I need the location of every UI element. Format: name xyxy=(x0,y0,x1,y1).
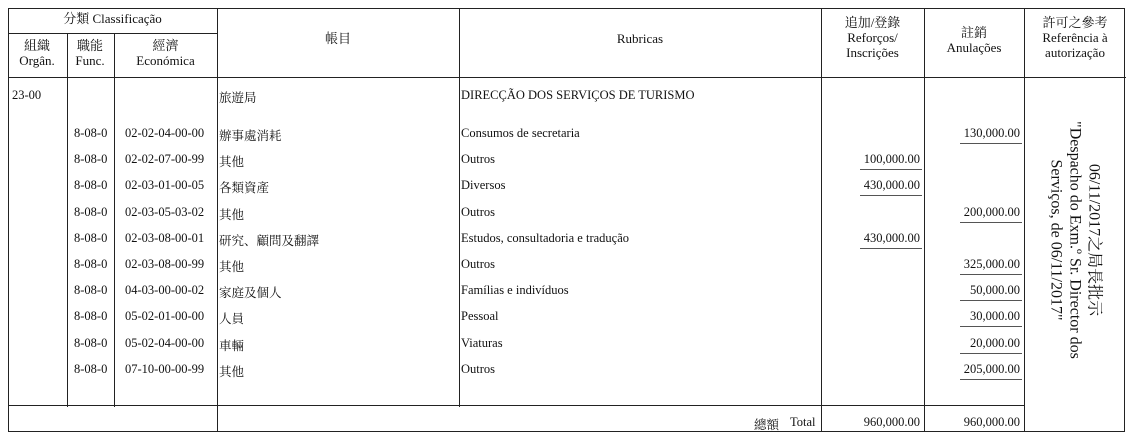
col-divider xyxy=(459,9,460,407)
row-divider xyxy=(1024,77,1126,78)
authorization-reference xyxy=(1040,90,1110,390)
total-label-cn: 總額 xyxy=(754,418,780,432)
amount-underline xyxy=(960,274,1022,275)
row-economic-code: 07-10-00-00-99 xyxy=(125,362,205,376)
amount-underline xyxy=(960,143,1022,144)
row-item-cn: 其他 xyxy=(219,208,245,222)
row-func-code: 8-08-0 xyxy=(74,283,108,297)
amount-underline xyxy=(860,169,922,170)
col-divider xyxy=(67,33,68,407)
row-item-cn: 研究、顧問及翻譯 xyxy=(219,234,320,248)
amount-underline xyxy=(960,300,1022,301)
row-func-code: 8-08-0 xyxy=(74,178,108,192)
col-divider xyxy=(217,9,218,431)
row-divider xyxy=(9,77,1024,78)
row-item-pt: Consumos de secretaria xyxy=(461,126,580,140)
authorization-header: 許可之參考 Referência à autorização xyxy=(1042,15,1108,60)
row-func-code: 8-08-0 xyxy=(74,126,108,140)
row-economic-code: 02-03-08-00-99 xyxy=(125,257,205,271)
row-item-pt: Diversos xyxy=(461,178,506,192)
row-reinforce-amount: 100,000.00 xyxy=(863,152,920,166)
row-divider xyxy=(9,405,1024,406)
amount-underline xyxy=(860,248,922,249)
heading-cn: 帳目 xyxy=(324,31,351,46)
row-item-cn: 其他 xyxy=(219,155,245,169)
row-cancel-amount: 325,000.00 xyxy=(963,257,1020,271)
amount-underline xyxy=(960,326,1022,327)
row-func-code: 8-08-0 xyxy=(74,231,108,245)
row-cancel-amount: 200,000.00 xyxy=(963,205,1020,219)
row-divider xyxy=(9,33,217,34)
row-item-pt: Outros xyxy=(461,362,496,376)
total-reinforce: 960,000.00 xyxy=(863,415,920,429)
row-cancel-amount: 205,000.00 xyxy=(963,362,1020,376)
row-economic-code: 02-02-04-00-00 xyxy=(125,126,205,140)
amount-underline xyxy=(960,379,1022,380)
heading-pt: Rubricas xyxy=(616,31,664,46)
col-divider xyxy=(1024,9,1025,431)
total-cancel: 960,000.00 xyxy=(963,415,1020,429)
reinforcements-header: 追加/登錄 Reforços/ Inscrições xyxy=(844,15,901,60)
row-cancel-amount: 130,000.00 xyxy=(963,126,1020,140)
row-func-code: 8-08-0 xyxy=(74,205,108,219)
row-func-code: 8-08-0 xyxy=(74,309,108,323)
row-item-pt: Estudos, consultadoria e tradução xyxy=(461,231,630,245)
department-name-cn: 旅遊局 xyxy=(219,91,257,105)
row-item-cn: 各類資產 xyxy=(219,181,270,195)
col-divider xyxy=(114,33,115,407)
row-economic-code: 02-03-05-03-02 xyxy=(125,205,205,219)
row-item-cn: 家庭及個人 xyxy=(219,286,282,300)
cancellations-header: 註銷 Anulações xyxy=(946,25,1002,55)
amount-underline xyxy=(960,353,1022,354)
row-economic-code: 02-02-07-00-99 xyxy=(125,152,205,166)
row-func-code: 8-08-0 xyxy=(74,362,108,376)
row-economic-code: 05-02-04-00-00 xyxy=(125,336,205,350)
row-func-code: 8-08-0 xyxy=(74,152,108,166)
row-item-pt: Famílias e indivíduos xyxy=(461,283,569,297)
department-name-pt: DIRECÇÃO DOS SERVIÇOS DE TURISMO xyxy=(461,88,695,102)
row-item-cn: 辦事處消耗 xyxy=(219,129,282,143)
row-cancel-amount: 30,000.00 xyxy=(970,309,1020,323)
amount-underline xyxy=(960,222,1022,223)
row-func-code: 8-08-0 xyxy=(74,257,108,271)
row-reinforce-amount: 430,000.00 xyxy=(863,178,920,192)
row-cancel-amount: 20,000.00 xyxy=(970,336,1020,350)
row-item-pt: Outros xyxy=(461,257,496,271)
row-func-code: 8-08-0 xyxy=(74,336,108,350)
row-reinforce-amount: 430,000.00 xyxy=(863,231,920,245)
row-economic-code: 05-02-01-00-00 xyxy=(125,309,205,323)
row-economic-code: 02-03-01-00-05 xyxy=(125,178,205,192)
col-divider xyxy=(821,9,822,431)
authorization-reference-text: 06/11/2017之局長批示 "Despacho do Exm.º Sr. Director dos Serviços, de 06/11/2017" xyxy=(1047,121,1103,359)
row-item-pt: Pessoal xyxy=(461,309,499,323)
row-item-cn: 其他 xyxy=(219,260,245,274)
economic-header: 經濟 Económica xyxy=(136,38,195,68)
row-economic-code: 02-03-08-00-01 xyxy=(125,231,205,245)
row-item-cn: 人員 xyxy=(219,312,245,326)
total-label-pt: Total xyxy=(790,415,816,429)
row-item-pt: Outros xyxy=(461,152,496,166)
organ-header: 組織 Orgân. xyxy=(19,38,55,68)
row-item-cn: 車輛 xyxy=(219,339,245,353)
department-code: 23-00 xyxy=(12,88,42,102)
row-cancel-amount: 50,000.00 xyxy=(970,283,1020,297)
row-economic-code: 04-03-00-00-02 xyxy=(125,283,205,297)
func-header: 職能 Func. xyxy=(75,38,105,68)
amount-underline xyxy=(860,195,922,196)
row-item-pt: Outros xyxy=(461,205,496,219)
row-item-pt: Viaturas xyxy=(461,336,503,350)
classification-header: 分類 Classificação xyxy=(63,11,162,26)
row-item-cn: 其他 xyxy=(219,365,245,379)
